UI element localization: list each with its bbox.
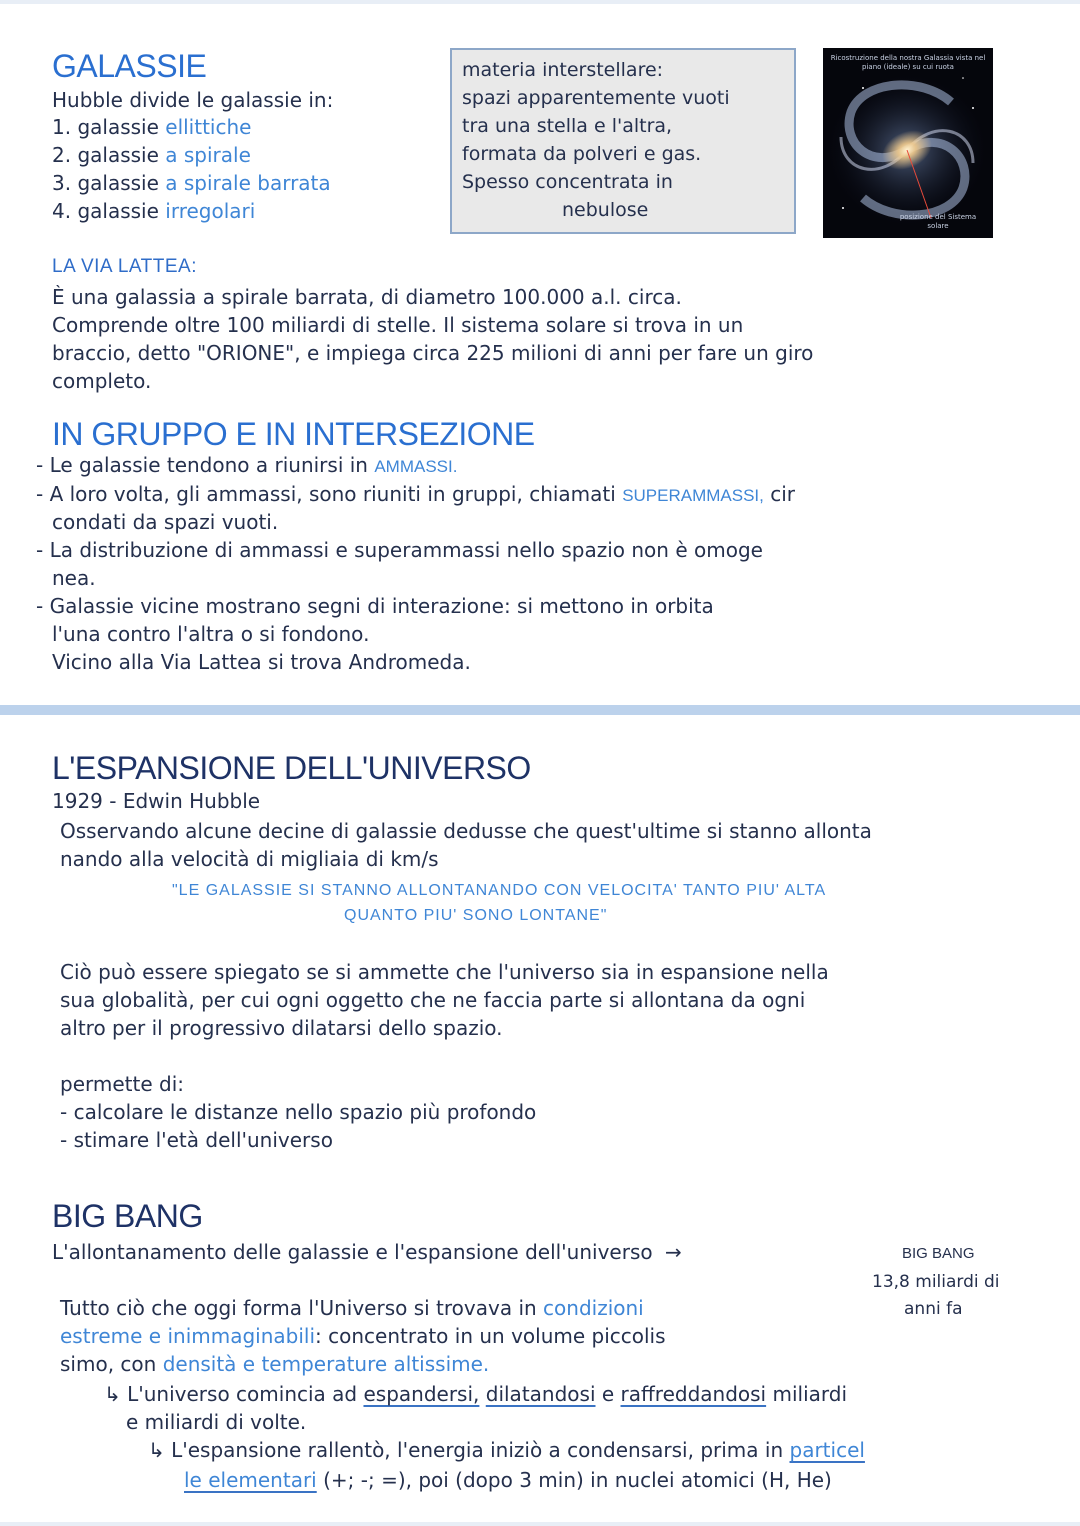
- via-lattea-line: completo.: [52, 369, 152, 393]
- bigbang-highlight: estreme e inimmaginabili: [60, 1324, 316, 1348]
- interstellar-matter-box: [450, 48, 796, 234]
- galaxy-illustration: [823, 48, 993, 238]
- gruppo-line: [36, 480, 795, 510]
- via-lattea-title: LA VIA LATTEA:: [52, 256, 197, 277]
- bigbang-text: simo, con: [60, 1352, 157, 1376]
- espansione-subtitle: 1929 - Edwin Hubble: [52, 789, 261, 813]
- box-line: spazi apparentemente vuoti: [462, 87, 730, 109]
- gruppo-line: - Galassie vicine mostrano segni di interazione: si mettono in orbita: [36, 594, 714, 618]
- permette-item: - calcolare le distanze nello spazio più profondo: [60, 1100, 537, 1124]
- bigbang-side-date: anni fa: [904, 1299, 963, 1319]
- galaxy-type-item: [52, 113, 251, 141]
- espansione-paragraph: sua globalità, per cui ogni oggetto che ne faccia parte si allontana da ogni: [60, 988, 806, 1012]
- bigbang-text: : concentrato in un volume piccolis: [315, 1324, 666, 1348]
- milky-way-image: [823, 48, 993, 238]
- gruppo-line: nea.: [52, 566, 96, 590]
- galaxy-type-item: [52, 169, 331, 197]
- solar-system-position-label: posizione del Sistema solare: [899, 213, 977, 230]
- page-border-bottom: [0, 1522, 1080, 1526]
- via-lattea-line: braccio, detto "ORIONE", e impiega circa 225 milioni di anni per fare un giro: [52, 341, 814, 365]
- page-border-top: [0, 0, 1080, 4]
- galaxy-type-item: [52, 141, 251, 169]
- gruppo-line: l'una contro l'altra o si fondono.: [52, 622, 370, 646]
- bigbang-line: [148, 1436, 865, 1464]
- box-line: nebulose: [562, 199, 649, 221]
- superammassi-term: SUPERAMMASSI,: [622, 486, 764, 505]
- galaxy-type-item: [52, 197, 255, 225]
- bigbang-highlight: condizioni: [543, 1296, 644, 1320]
- box-line: Spesso concentrata in: [462, 171, 673, 193]
- hubble-quote-line: QUANTO PIU' SONO LONTANE": [344, 907, 608, 924]
- bigbang-line: e miliardi di volte.: [126, 1410, 307, 1434]
- gruppo-text: cir: [770, 482, 796, 506]
- bigbang-text: Tutto ciò che oggi forma l'Universo si trovava in: [60, 1296, 537, 1320]
- permette-heading: permette di:: [60, 1072, 184, 1096]
- bigbang-text: e: [601, 1382, 615, 1406]
- espansione-title: L'ESPANSIONE DELL'UNIVERSO: [52, 750, 531, 786]
- galaxy-type-num: 2. galassie: [52, 143, 159, 167]
- gruppo-title: IN GRUPPO E IN INTERSEZIONE: [52, 416, 535, 452]
- bigbang-text: ↳ L'universo comincia ad: [104, 1382, 358, 1406]
- box-line: formata da polveri e gas.: [462, 143, 702, 165]
- espansione-paragraph: altro per il progressivo dilatarsi dello spazio.: [60, 1016, 503, 1040]
- permette-item: - stimare l'età dell'universo: [60, 1128, 333, 1152]
- bigbang-highlight: particel: [789, 1438, 865, 1462]
- gruppo-text: - Le galassie tendono a riunirsi in: [36, 453, 368, 477]
- espansione-line: nando alla velocità di migliaia di km/s: [60, 847, 439, 871]
- bigbang-underlined: dilatandosi: [485, 1382, 596, 1406]
- bigbang-highlight: le elementari: [184, 1468, 317, 1492]
- galaxy-type-num: 4. galassie: [52, 199, 159, 223]
- gruppo-text: - A loro volta, gli ammassi, sono riuniti in gruppi, chiamati: [36, 482, 616, 506]
- galaxy-type-num: 3. galassie: [52, 171, 159, 195]
- bigbang-line: [184, 1466, 832, 1494]
- galaxy-type-kind: a spirale barrata: [165, 171, 331, 195]
- hubble-quote-line: "LE GALASSIE SI STANNO ALLONTANANDO CON VELOCITA' TANTO PIU' ALTA: [172, 882, 827, 899]
- box-line: tra una stella e l'altra,: [462, 115, 673, 137]
- bigbang-line: [60, 1294, 644, 1322]
- gruppo-line: - La distribuzione di ammassi e superammassi nello spazio non è omoge: [36, 538, 763, 562]
- galassie-title: GALASSIE: [52, 48, 207, 84]
- ammassi-term: AMMASSI.: [374, 457, 458, 476]
- galaxy-type-kind: a spirale: [165, 143, 251, 167]
- gruppo-line: [36, 451, 457, 481]
- bigbang-side-label: BIG BANG: [902, 1245, 975, 1262]
- galassie-intro: Hubble divide le galassie in:: [52, 88, 334, 112]
- bigbang-text: miliardi: [772, 1382, 847, 1406]
- galaxy-type-num: 1. galassie: [52, 115, 159, 139]
- bigbang-text: L'allontanamento delle galassie e l'espansione dell'universo: [52, 1240, 653, 1264]
- image-caption: Ricostruzione della nostra Galassia vista nel piano (ideale) su cui ruota: [830, 54, 986, 71]
- bigbang-line: [60, 1322, 666, 1350]
- espansione-line: Osservando alcune decine di galassie dedusse che quest'ultime si stanno allonta: [60, 819, 872, 843]
- bigbang-underlined: raffreddandosi: [620, 1382, 767, 1406]
- arrow-icon: →: [664, 1240, 682, 1264]
- via-lattea-line: È una galassia a spirale barrata, di diametro 100.000 a.l. circa.: [52, 285, 682, 309]
- section-divider: [0, 705, 1080, 715]
- gruppo-line: condati da spazi vuoti.: [52, 510, 279, 534]
- bigbang-text: ↳ L'espansione rallentò, l'energia iniziò a condensarsi, prima in: [148, 1438, 784, 1462]
- bigbang-title: BIG BANG: [52, 1198, 203, 1234]
- bigbang-line: [52, 1238, 682, 1266]
- bigbang-side-date: 13,8 miliardi di: [872, 1272, 1000, 1292]
- bigbang-underlined: espandersi,: [363, 1382, 480, 1406]
- box-line: materia interstellare:: [462, 59, 664, 81]
- bigbang-line: [104, 1380, 847, 1408]
- gruppo-line: Vicino alla Via Lattea si trova Andromeda.: [52, 650, 471, 674]
- bigbang-text: (+; -; =), poi (dopo 3 min) in nuclei atomici (H, He): [323, 1468, 832, 1492]
- galaxy-type-kind: ellittiche: [165, 115, 252, 139]
- bigbang-line: [60, 1350, 489, 1378]
- espansione-paragraph: Ciò può essere spiegato se si ammette che l'universo sia in espansione nella: [60, 960, 829, 984]
- bigbang-highlight: densità e temperature altissime.: [162, 1352, 490, 1376]
- via-lattea-line: Comprende oltre 100 miliardi di stelle. Il sistema solare si trova in un: [52, 313, 744, 337]
- galaxy-type-kind: irregolari: [165, 199, 256, 223]
